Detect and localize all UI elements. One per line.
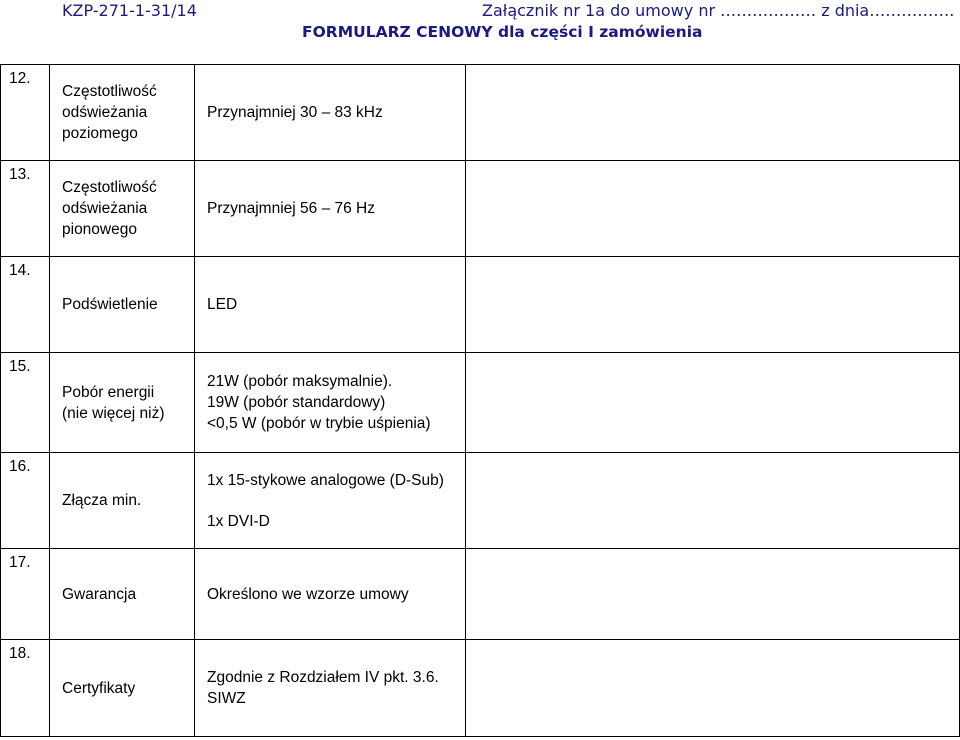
parameter-label-line: odświeżania xyxy=(62,104,148,121)
parameter-label-cell xyxy=(50,257,195,353)
table-row xyxy=(1,353,960,453)
row-number-cell xyxy=(1,453,50,549)
table-body xyxy=(1,65,960,737)
parameter-label-line: Częstotliwość xyxy=(62,83,157,100)
row-number: 18. xyxy=(9,645,31,662)
parameter-label-line: Pobór energii xyxy=(62,383,155,401)
offered-value-cell xyxy=(466,257,960,353)
row-number: 17. xyxy=(9,554,31,571)
parameter-label-line: Częstotliwość xyxy=(62,179,157,196)
parameter-label-line: poziomego xyxy=(62,125,138,142)
offered-value-cell xyxy=(466,549,960,640)
parameter-label-line: Certyfikaty xyxy=(62,679,136,697)
parameter-label-cell xyxy=(50,161,195,257)
requirement-value-line: 21W (pobór maksymalnie). xyxy=(207,373,393,390)
table-row xyxy=(1,161,960,257)
requirement-value-line: <0,5 W (pobór w trybie uśpienia) xyxy=(207,415,431,432)
offered-value-cell xyxy=(466,453,960,549)
table-row xyxy=(1,257,960,353)
requirement-value-cell xyxy=(195,257,466,353)
row-number-cell xyxy=(1,640,50,737)
row-number-cell xyxy=(1,353,50,453)
row-number: 15. xyxy=(9,358,31,375)
requirement-value-line: SIWZ xyxy=(207,690,246,707)
parameter-label-cell xyxy=(50,549,195,640)
requirement-value-line: Przynajmniej 56 – 76 Hz xyxy=(207,200,375,217)
requirement-value-line: 1x 15-stykowe analogowe (D-Sub) xyxy=(207,471,444,489)
parameter-label-line: Złącza min. xyxy=(62,492,142,509)
offered-value-cell xyxy=(466,65,960,161)
spacer xyxy=(207,491,459,511)
requirement-value-line: Zgodnie z Rozdziałem IV pkt. 3.6. xyxy=(207,669,439,686)
row-number: 16. xyxy=(9,458,31,475)
requirement-value-cell xyxy=(195,65,466,161)
parameter-label-cell xyxy=(50,65,195,161)
requirement-value-line: Określono we wzorze umowy xyxy=(207,585,409,603)
parameter-label-line: pionowego xyxy=(62,221,137,238)
requirement-value-cell xyxy=(195,549,466,640)
requirement-value-cell xyxy=(195,353,466,453)
form-title: FORMULARZ CENOWY dla części I zamówienia xyxy=(302,23,703,41)
table-row xyxy=(1,453,960,549)
requirement-value-cell xyxy=(195,161,466,257)
table-row xyxy=(1,549,960,640)
parameter-label-cell xyxy=(50,453,195,549)
offered-value-cell xyxy=(466,640,960,737)
price-form-table xyxy=(0,64,960,737)
requirement-value-cell xyxy=(195,453,466,549)
row-number-cell xyxy=(1,65,50,161)
row-number: 14. xyxy=(9,262,31,279)
offered-value-cell xyxy=(466,353,960,453)
parameter-label-line: odświeżania xyxy=(62,200,148,217)
row-number: 12. xyxy=(9,70,31,87)
requirement-value-line: 19W (pobór standardowy) xyxy=(207,394,386,411)
document-reference: KZP-271-1-31/14 xyxy=(62,1,197,20)
requirement-value-line: 1x DVI-D xyxy=(207,512,270,530)
requirement-value-line: Przynajmniej 30 – 83 kHz xyxy=(207,104,383,121)
parameter-label-cell xyxy=(50,640,195,737)
table-row xyxy=(1,640,960,737)
parameter-label-line: Gwarancja xyxy=(62,585,137,603)
row-number-cell xyxy=(1,257,50,353)
table-row xyxy=(1,65,960,161)
requirement-value-cell xyxy=(195,640,466,737)
requirement-value-line: LED xyxy=(207,296,238,313)
attachment-note: Załącznik nr 1a do umowy nr ……………… z dnia……………. xyxy=(482,1,955,20)
parameter-label-line: Podświetlenie xyxy=(62,296,158,313)
parameter-label-line: (nie więcej niż) xyxy=(62,404,165,422)
parameter-label-cell xyxy=(50,353,195,453)
row-number: 13. xyxy=(9,166,31,183)
row-number-cell xyxy=(1,549,50,640)
offered-value-cell xyxy=(466,161,960,257)
row-number-cell xyxy=(1,161,50,257)
